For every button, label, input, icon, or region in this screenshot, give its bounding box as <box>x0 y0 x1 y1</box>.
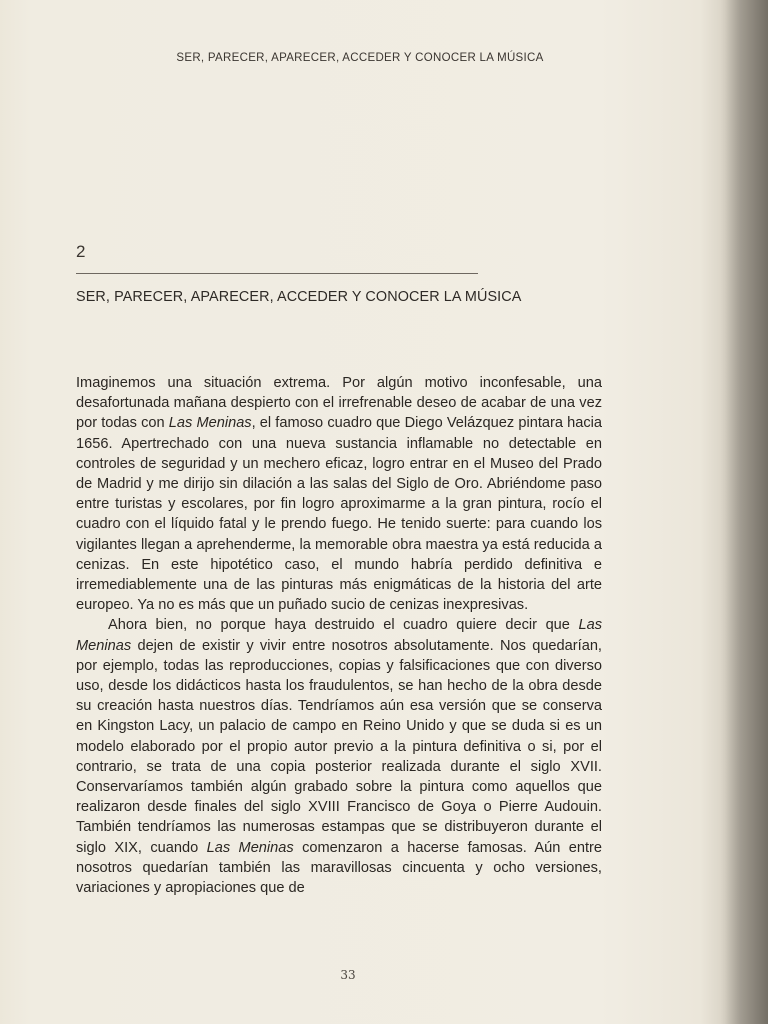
paragraph-2-text-c: comenzaron a hacerse famosas. Aún entre nosotros quedarían también las maravillosas cincuenta y ocho versiones, variaciones y apropiaciones que de <box>76 839 602 897</box>
paragraph-2 <box>76 615 602 898</box>
paragraph-2-text-a: Ahora bien, no porque haya destruido el cuadro quiere decir que <box>108 617 579 634</box>
running-head: SER, PARECER, APARECER, ACCEDER Y CONOCER LA MÚSICA <box>176 52 544 64</box>
chapter-title: SER, PARECER, APARECER, ACCEDER Y CONOCER LA MÚSICA <box>76 289 522 305</box>
page-edge-shadow <box>720 0 768 1024</box>
paragraph-2-italic-title-1: Las Meninas <box>76 617 602 654</box>
chapter-divider <box>76 273 478 274</box>
paragraph-2-text-b: dejen de existir y vivir entre nosotros absolutamente. Nos quedarían, por ejemplo, todas las reproducciones, copias y falsificaciones que con diverso uso, desde los didácticos hasta los fraudulentos, se han hecho de la obra desde su creación hasta nuestros días. Tendríamos aún esa versión que se conserva en Kingston Lacy, un palacio de campo en Reino Unido y que se duda si es un modelo elaborado por el propio autor previo a la pintura definitiva o si, por el contrario, se trata de una copia posterior realizada durante el siglo XVII. Conservaríamos también algún grabado sobre la pintura como aquellos que realizaron desde finales del siglo XVIII Francisco de Goya o Pierre Audouin. También tendríamos las numerosas estampas que se distribuyeron durante el siglo XIX, cuando <box>76 637 602 856</box>
paragraph-1 <box>76 373 602 615</box>
paragraph-2-italic-title-2: Las Meninas <box>206 839 294 856</box>
body-text <box>76 373 602 898</box>
page-number: 33 <box>340 968 356 982</box>
paragraph-1-italic-title: Las Meninas <box>168 415 252 432</box>
paragraph-1-text-b: , el famoso cuadro que Diego Velázquez pintara hacia 1656. Apertrechado con una nueva sustancia inflamable no detectable en controles de seguridad y un mechero eficaz, logro entrar en el Museo del Prado de Madrid y me dirijo sin dilación a las salas del Siglo de Oro. Abriéndome paso entre turistas y escolares, por fin logro aproximarme a la gran pintura, rocío el cuadro con el líquido fatal y le prendo fuego. He tenido suerte: para cuando los vigilantes llegan a aprehenderme, la memorable obra maestra ya está reducida a cenizas. En este hipotético caso, el mundo habría perdido definitiva e irremediablemente una de las pinturas más enigmáticas de la historia del arte europeo. Ya no es más que un puñado sucio de cenizas inexpresivas. <box>76 415 602 614</box>
chapter-number: 2 <box>76 242 86 261</box>
paragraph-1-text-a: Imaginemos una situación extrema. Por algún motivo inconfesable, una desafortunada mañana despierto con el irrefrenable deseo de acabar de una vez por todas con <box>76 375 602 432</box>
